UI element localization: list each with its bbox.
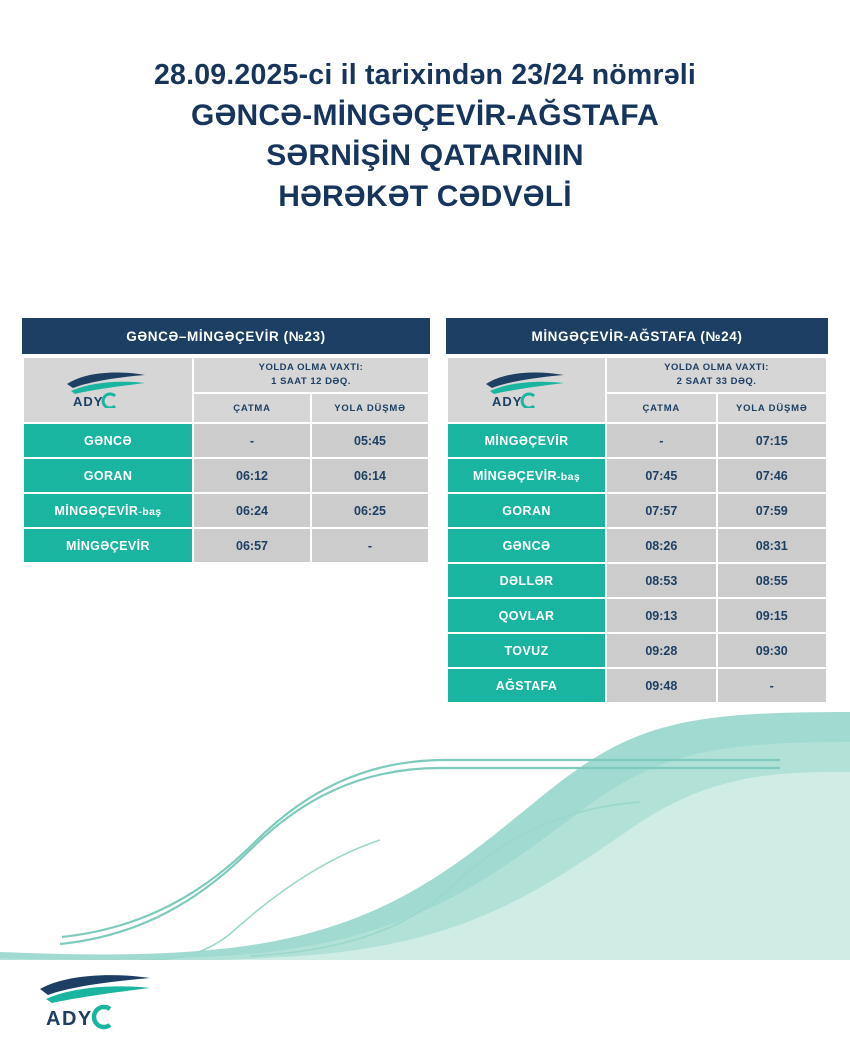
table-header-23: GƏNCƏ–MİNGƏÇEVİR (№23) bbox=[22, 318, 430, 354]
table-header-24: MİNGƏÇEVİR-AĞSTAFA (№24) bbox=[446, 318, 828, 354]
table-row bbox=[24, 459, 428, 492]
footer-ady-logo-icon bbox=[38, 971, 158, 1033]
title-line-1: 28.09.2025-ci il tarixindən 23/24 nömrəli bbox=[153, 59, 697, 91]
arrival-time: 08:26 bbox=[607, 529, 715, 562]
column-header-departure: YOLA DÜŞMƏ bbox=[718, 394, 826, 422]
departure-time: 06:25 bbox=[312, 494, 428, 527]
arrival-time: 09:48 bbox=[607, 669, 715, 702]
station-name: QOVLAR bbox=[448, 599, 605, 632]
duration-cell-24 bbox=[607, 358, 826, 392]
decorative-swoosh bbox=[0, 690, 850, 960]
table-24 bbox=[446, 356, 828, 704]
svg-text:ADY: ADY bbox=[491, 393, 522, 408]
station-name: MİNGƏÇEVİR-baş bbox=[448, 459, 605, 492]
arrival-time: 09:28 bbox=[607, 634, 715, 667]
station-name: MİNGƏÇEVİR-baş bbox=[24, 494, 192, 527]
departure-time: 08:31 bbox=[718, 529, 826, 562]
station-name: GƏNCƏ bbox=[448, 529, 605, 562]
table-row bbox=[448, 599, 826, 632]
station-name: AĞSTAFA bbox=[448, 669, 605, 702]
column-header-arrival: ÇATMA bbox=[194, 394, 310, 422]
departure-time: 06:14 bbox=[312, 459, 428, 492]
schedule-tables bbox=[0, 318, 850, 748]
table-row bbox=[24, 358, 428, 392]
page-title bbox=[0, 58, 850, 216]
station-name: DƏLLƏR bbox=[448, 564, 605, 597]
arrival-time: 09:13 bbox=[607, 599, 715, 632]
departure-time: 09:15 bbox=[718, 599, 826, 632]
arrival-time: 06:57 bbox=[194, 529, 310, 562]
duration-value: 2 SAAT 33 DƏQ. bbox=[676, 376, 757, 387]
station-name: MİNGƏÇEVİR bbox=[448, 424, 605, 457]
departure-time: 07:15 bbox=[718, 424, 826, 457]
svg-text:ADY: ADY bbox=[46, 1008, 93, 1030]
svg-text:ADY: ADY bbox=[73, 393, 104, 408]
table-row bbox=[448, 358, 826, 392]
schedule-table-23 bbox=[22, 318, 430, 564]
duration-label: YOLDA OLMA VAXTI: bbox=[258, 362, 364, 374]
station-name: GƏNCƏ bbox=[24, 424, 192, 457]
table-23 bbox=[22, 356, 430, 564]
ady-logo-cell bbox=[24, 358, 192, 422]
table-row bbox=[448, 459, 826, 492]
arrival-time: - bbox=[194, 424, 310, 457]
duration-cell-23 bbox=[194, 358, 428, 392]
ady-logo-icon bbox=[484, 368, 570, 408]
ady-logo-icon bbox=[65, 368, 151, 408]
departure-time: - bbox=[718, 669, 826, 702]
column-header-departure: YOLA DÜŞMƏ bbox=[312, 394, 428, 422]
station-name: GORAN bbox=[448, 494, 605, 527]
title-line-3: SƏRNİŞİN QATARININ bbox=[266, 139, 584, 173]
station-name: TOVUZ bbox=[448, 634, 605, 667]
arrival-time: 08:53 bbox=[607, 564, 715, 597]
table-row bbox=[448, 634, 826, 667]
ady-logo-cell bbox=[448, 358, 605, 422]
table-row bbox=[448, 564, 826, 597]
departure-time: 08:55 bbox=[718, 564, 826, 597]
station-name: MİNGƏÇEVİR bbox=[24, 529, 192, 562]
table-row bbox=[448, 494, 826, 527]
title-line-4: HƏRƏKƏT CƏDVƏLİ bbox=[278, 179, 572, 213]
station-name: GORAN bbox=[24, 459, 192, 492]
arrival-time: 06:12 bbox=[194, 459, 310, 492]
departure-time: 09:30 bbox=[718, 634, 826, 667]
arrival-time: 07:45 bbox=[607, 459, 715, 492]
table-row bbox=[24, 424, 428, 457]
departure-time: 07:46 bbox=[718, 459, 826, 492]
table-row bbox=[24, 494, 428, 527]
departure-time: - bbox=[312, 529, 428, 562]
duration-label: YOLDA OLMA VAXTI: bbox=[664, 362, 769, 374]
table-row bbox=[24, 529, 428, 562]
column-header-arrival: ÇATMA bbox=[607, 394, 715, 422]
arrival-time: 06:24 bbox=[194, 494, 310, 527]
table-row bbox=[448, 424, 826, 457]
departure-time: 07:59 bbox=[718, 494, 826, 527]
table-row bbox=[448, 529, 826, 562]
title-line-2: GƏNCƏ-MİNGƏÇEVİR-AĞSTAFA bbox=[191, 98, 659, 132]
duration-value: 1 SAAT 12 DƏQ. bbox=[271, 376, 351, 387]
schedule-table-24 bbox=[446, 318, 828, 704]
arrival-time: - bbox=[607, 424, 715, 457]
departure-time: 05:45 bbox=[312, 424, 428, 457]
arrival-time: 07:57 bbox=[607, 494, 715, 527]
